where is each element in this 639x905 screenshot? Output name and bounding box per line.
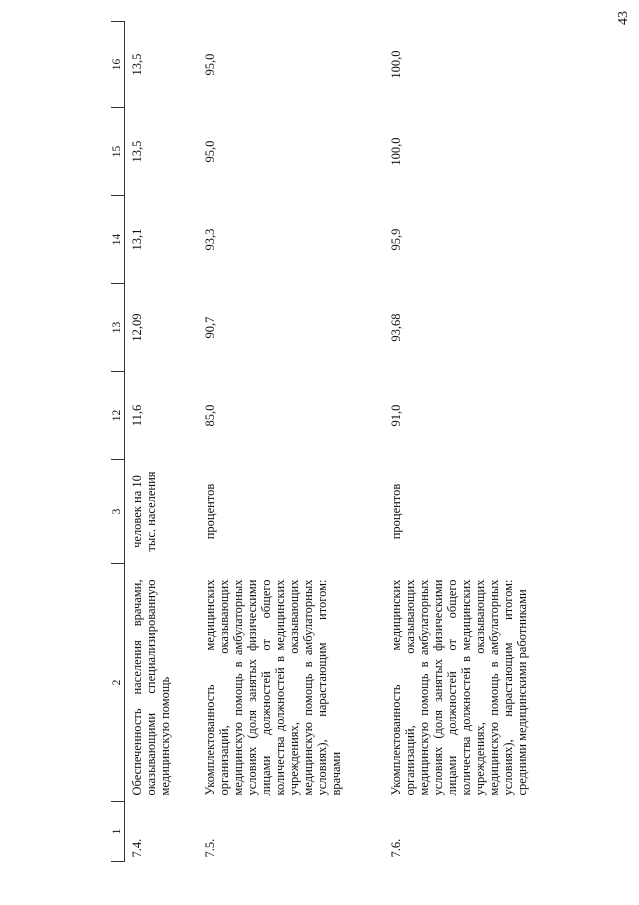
value-cell: 85,0: [203, 404, 217, 427]
value-cell: 93,68: [389, 313, 403, 342]
table-row: [384, 22, 589, 862]
value-cell: 95,0: [203, 140, 217, 163]
value-cell: 90,7: [203, 316, 217, 339]
value-cell: 100,0: [389, 137, 403, 166]
page-number: 43: [616, 11, 631, 25]
indicator-name: Укомплектованность медицинских организаций, оказывающих медицинскую помощь в амбулаторных условиях (доля занятых физическими лицами должностей от общего количества должностей в медицинских учреждениях, оказывающих медицинскую помощь в амбулаторных условиях), нарастающим итогом: средними медицинскими работниками: [389, 579, 529, 796]
value-cell: 12,09: [130, 313, 144, 342]
value-cell: 11,6: [130, 404, 144, 427]
rotated-table-container: [111, 22, 636, 862]
value-cell: 13,1: [130, 228, 144, 251]
value-cell: 13,5: [130, 140, 144, 163]
unit: процентов: [203, 483, 217, 540]
value-cell: 95,0: [203, 53, 217, 76]
unit: человек на 10 тыс. населения: [130, 471, 158, 552]
row-number: 7.6.: [389, 838, 403, 858]
col-header: 14: [111, 196, 125, 284]
value-cell: 100,0: [389, 50, 403, 79]
row-number: 7.4.: [130, 838, 144, 858]
col-header: 2: [111, 564, 125, 802]
col-header: 16: [111, 22, 125, 108]
indicator-name: Укомплектованность медицинских организаций, оказывающих медицинскую помощь в амбулаторных условиях (доля занятых физическими лицами должностей от общего количества должностей в медицинских учреждениях, оказывающих медицинскую помощь в амбулаторных условиях), нарастающим итогом: врачами: [203, 579, 343, 796]
indicator-name: Обеспеченность населения врачами, оказывающими специализированную медицинскую помощь: [130, 579, 172, 796]
col-header: 15: [111, 108, 125, 196]
col-header: 3: [111, 460, 125, 564]
header-row: [111, 22, 125, 862]
table-row: [198, 22, 384, 862]
unit: процентов: [389, 483, 403, 540]
table-row: [125, 22, 199, 862]
value-cell: 13,5: [130, 53, 144, 76]
col-header: 13: [111, 284, 125, 372]
value-cell: 91,0: [389, 404, 403, 427]
col-header: 12: [111, 372, 125, 460]
value-cell: 93,3: [203, 228, 217, 251]
col-header: 1: [111, 802, 125, 862]
indicator-table: [111, 21, 589, 862]
value-cell: 95,9: [389, 228, 403, 251]
row-number: 7.5.: [203, 838, 217, 858]
